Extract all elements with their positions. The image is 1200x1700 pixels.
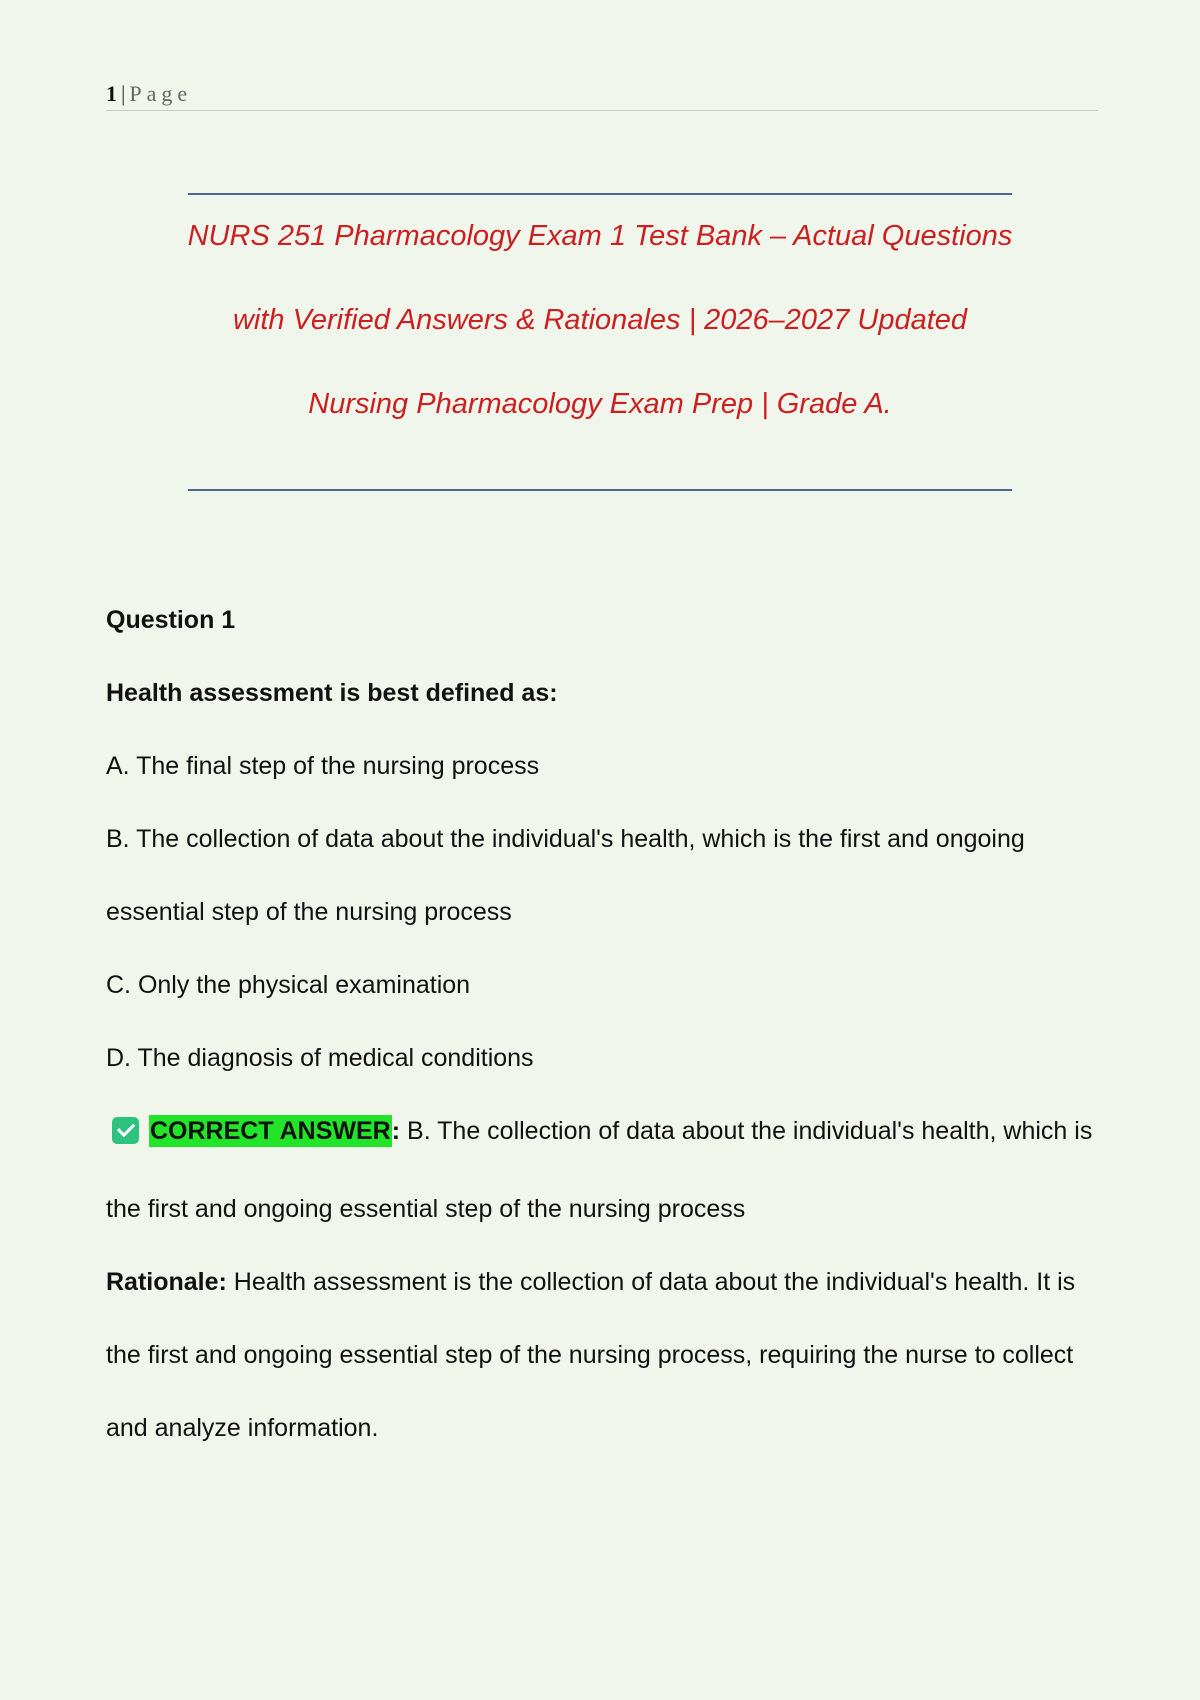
page-label: Page xyxy=(129,81,193,106)
question-heading: Question 1 xyxy=(106,606,236,634)
page-separator: | xyxy=(121,81,126,106)
question-block xyxy=(106,600,1096,1481)
page-header xyxy=(106,78,1098,111)
option-a: A. The final step of the nursing process xyxy=(106,752,540,780)
correct-answer xyxy=(106,1111,1096,1189)
option-b-line-1: B. The collection of data about the individual's health, which is the first and ongoing xyxy=(106,825,1025,853)
document-title xyxy=(150,212,1050,464)
option-d: D. The diagnosis of medical conditions xyxy=(106,1044,534,1072)
correct-answer-text: B. The collection of data about the individual's health, which is xyxy=(400,1117,1093,1145)
option-b-line-2: essential step of the nursing process xyxy=(106,898,512,926)
question-prompt: Health assessment is best defined as: xyxy=(106,679,558,707)
rationale-line-3: and analyze information. xyxy=(106,1414,379,1442)
check-mark-button-icon xyxy=(112,1117,139,1144)
rationale xyxy=(106,1262,1096,1335)
title-line-2: with Verified Answers & Rationales | 2026–2027 Updated xyxy=(232,304,968,336)
rationale-line-2: the first and ongoing essential step of the nursing process, requiring the nurse to collect xyxy=(106,1341,1074,1369)
title-rule-top xyxy=(188,193,1012,195)
correct-answer-label: CORRECT ANSWER xyxy=(150,1117,391,1145)
correct-answer-colon: : xyxy=(391,1117,401,1145)
title-line-1: NURS 251 Pharmacology Exam 1 Test Bank – Actual Questions xyxy=(187,220,1013,252)
rationale-text: Health assessment is the collection of data about the individual's health. It is xyxy=(226,1268,1076,1296)
title-rule-bottom xyxy=(188,489,1012,491)
title-line-3: Nursing Pharmacology Exam Prep | Grade A. xyxy=(308,388,892,420)
page-number: 1 xyxy=(106,81,117,106)
correct-answer-continued: the first and ongoing essential step of the nursing process xyxy=(106,1195,746,1223)
rationale-label: Rationale: xyxy=(106,1268,227,1296)
option-c: C. Only the physical examination xyxy=(106,971,471,999)
